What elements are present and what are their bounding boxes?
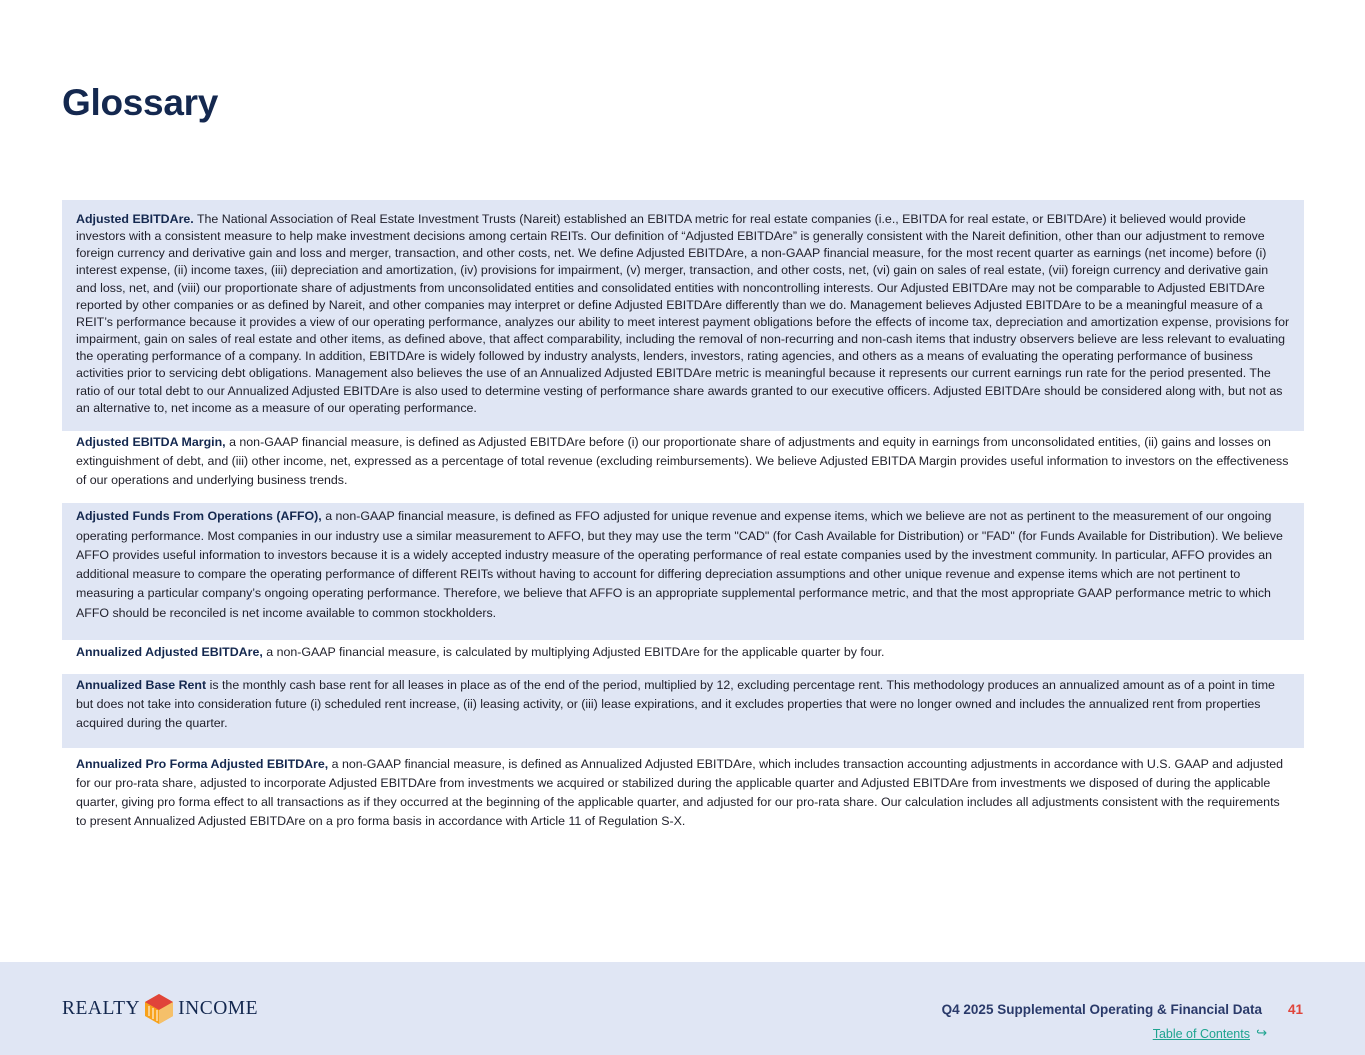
glossary-entry-annualized-adjusted-ebitdare (62, 640, 1304, 674)
glossary-term: Adjusted Funds From Operations (AFFO), (76, 509, 322, 524)
glossary-entry-annualized-base-rent (62, 674, 1304, 748)
glossary-list (62, 200, 1304, 845)
glossary-definition: The National Association of Real Estate Investment Trusts (Nareit) established an EBITDA metric for real estate companies (i.e., EBITDA for real estate, or EBITDAre) it believed would provide investors with a consistent measure to help make investment decisions among certain REITs. Our definition of “Adjusted EBITDAre” is generally consistent with the Nareit definition, other than our adjustment to remove foreign currency and derivative gain and loss and merger, transaction, and other costs, net. We define Adjusted EBITDAre, a non-GAAP financial measure, for the most recent quarter as earnings (net income) before (i) interest expense, (ii) income taxes, (iii) depreciation and amortization, (iv) provisions for impairment, (v) merger, transaction, and other costs, net, (vi) gain on sales of real estate, (vii) foreign currency and derivative gain and loss, net, and (viii) our proportionate share of adjustments from unconsolidated entities and consolidated entities with noncontrolling interests. Our Adjusted EBITDAre may not be comparable to Adjusted EBITDAre reported by other companies or as defined by Nareit, and other companies may interpret or define Adjusted EBITDAre differently than we do. Management believes Adjusted EBITDAre to be a meaningful measure of a REIT’s performance because it provides a view of our operating performance, analyzes our ability to meet interest payment obligations before the effects of income tax, depreciation and amortization expense, provisions for impairment, gain on sales of real estate and other items, as defined above, that affect comparability, including the removal of non-recurring and non-cash items that industry observers believe are less relevant to evaluating the operating performance of a company. In addition, EBITDAre is widely followed by industry analysts, lenders, investors, rating agencies, and others as a means of evaluating the operating performance of business activities prior to servicing debt obligations. Management also believes the use of an Annualized Adjusted EBITDAre metric is meaningful because it represents our current earnings run rate for the period presented. The ratio of our total debt to our Annualized Adjusted EBITDAre is also used to determine vesting of performance share awards granted to our executive officers. Adjusted EBITDAre should be considered along with, but not as an alternative to, net income as a measure of our operating performance. (76, 212, 1290, 415)
glossary-term: Annualized Adjusted EBITDAre, (76, 644, 263, 659)
return-arrow-icon[interactable]: ↪ (1256, 1025, 1267, 1040)
glossary-entry-affo (62, 503, 1304, 639)
glossary-term: Annualized Base Rent (76, 677, 207, 692)
logo-mark-icon (145, 994, 173, 1024)
glossary-entry-adjusted-ebitdare (62, 200, 1304, 431)
glossary-definition: is the monthly cash base rent for all leases in place as of the end of the period, multiplied by 12, excluding percentage rent. This methodology produces an annualized amount as of a point in time but does not take into consideration future (i) scheduled rent increase, (ii) leasing activity, or (iii) lease expirations, and it excludes properties that were no longer owned and includes the annualized rent from properties acquired during the quarter. (76, 677, 1275, 731)
glossary-definition: a non-GAAP financial measure, is defined as FFO adjusted for unique revenue and expense items, which we believe are not as pertinent to the measurement of our ongoing operating performance. Most companies in our industry use a similar measurement to AFFO, but they may use the term "CAD" (for Cash Available for Distribution) or "FAD" (for Funds Available for Distribution). We believe AFFO provides useful information to investors because it is a widely accepted industry measure of the operating performance of real estate companies used by the investment community. In particular, AFFO provides an additional measure to compare the operating performance of different REITs without having to account for differing depreciation assumptions and other unique revenue and expense items which are not pertinent to measuring a particular company’s ongoing operating performance. Therefore, we believe that AFFO is an appropriate supplemental performance metric, and that the most appropriate GAAP performance metric to which AFFO should be reconciled is net income available to common stockholders. (76, 509, 1283, 620)
glossary-entry-adjusted-ebitda-margin (62, 431, 1304, 504)
report-title: Q4 2025 Supplemental Operating & Financial Data (941, 1002, 1262, 1017)
page-footer (0, 962, 1365, 1055)
glossary-term: Annualized Pro Forma Adjusted EBITDAre, (76, 756, 329, 771)
table-of-contents-link[interactable]: Table of Contents (1152, 1027, 1250, 1041)
logo-text-right: INCOME (178, 998, 259, 1019)
page-title: Glossary (62, 82, 218, 123)
glossary-definition: a non-GAAP financial measure, is defined as Annualized Adjusted EBITDAre, which includes transaction accounting adjustments in accordance with U.S. GAAP and adjusted for our pro-rata share, adjusted to incorporate Adjusted EBITDAre from investments we acquired or stabilized during the applicable quarter and Adjusted EBITDAre from investments we disposed of during the applicable quarter, giving pro forma effect to all transactions as if they occurred at the beginning of the applicable quarter, and adjusted for our pro-rata share. Our calculation includes all adjustments consistent with the requirements to present Annualized Adjusted EBITDAre on a pro forma basis in accordance with Article 11 of Regulation S-X. (76, 756, 1284, 829)
logo-text-left: REALTY (62, 998, 141, 1019)
realty-income-logo (62, 993, 258, 1025)
page-number: 41 (1287, 1002, 1303, 1017)
glossary-term: Adjusted EBITDA Margin, (76, 434, 226, 449)
glossary-definition: a non-GAAP financial measure, is defined as Adjusted EBITDAre before (i) our proportionate share of adjustments and equity in earnings from unconsolidated entities, (ii) gains and losses on extinguishment of debt, and (iii) other income, net, expressed as a percentage of total revenue (excluding reimbursements). We believe Adjusted EBITDA Margin provides useful information to investors on the effectiveness of our operations and underlying business trends. (76, 434, 1289, 488)
glossary-definition: a non-GAAP financial measure, is calculated by multiplying Adjusted EBITDAre for the applicable quarter by four. (266, 644, 885, 659)
glossary-entry-annualized-pro-forma (62, 748, 1304, 846)
glossary-term: Adjusted EBITDAre. (76, 212, 194, 226)
